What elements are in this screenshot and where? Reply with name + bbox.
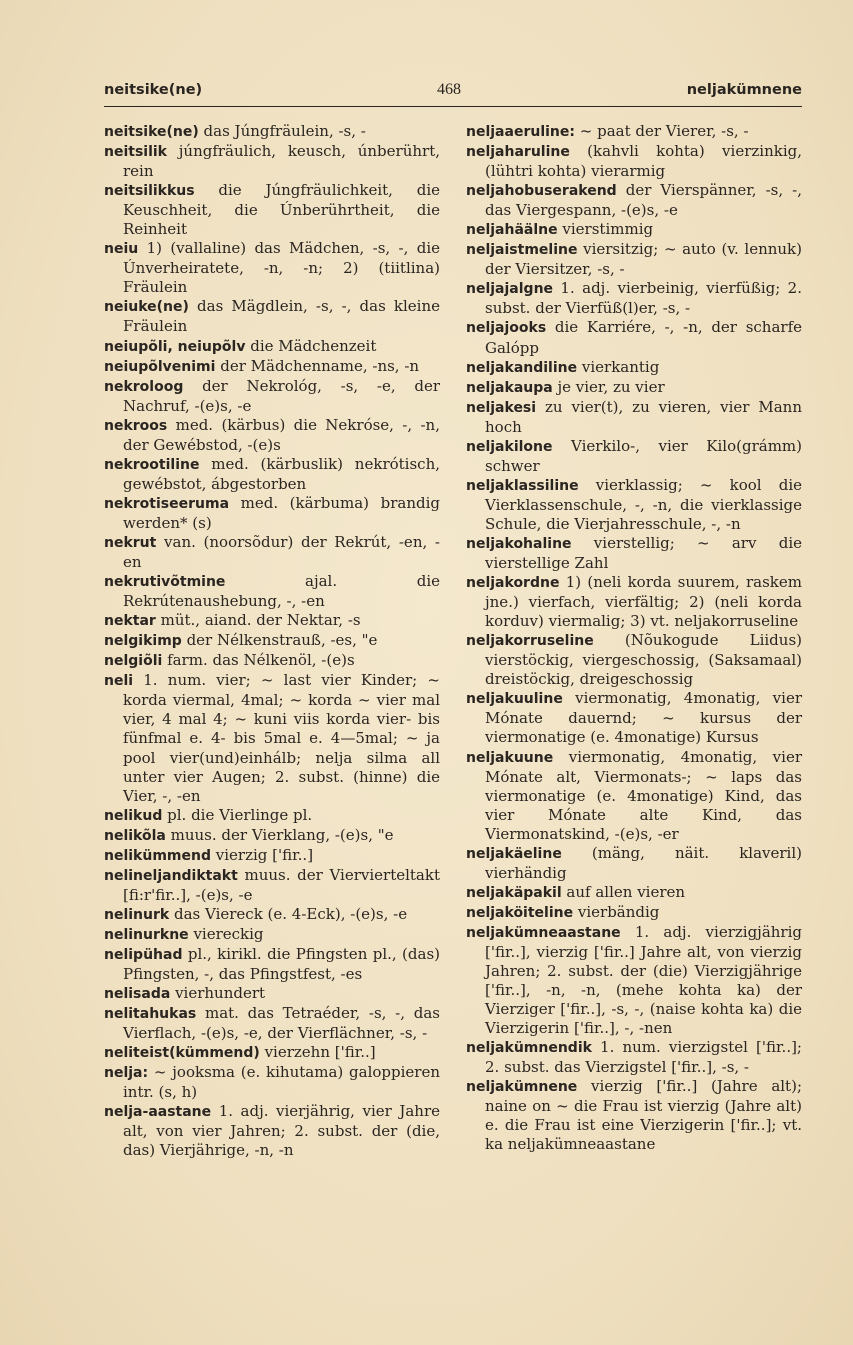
dictionary-entry <box>104 651 440 671</box>
entry-definition: das Viereck (e. 4-Eck), -(e)s, -e <box>169 904 408 923</box>
entry-definition: vierkantig <box>577 357 660 376</box>
dictionary-entry <box>104 866 440 905</box>
page-header <box>104 80 802 102</box>
entry-definition: vierstimmig <box>557 220 654 239</box>
header-rule <box>104 106 802 107</box>
entry-definition: 1. num. vier; ~ last vier Kinder; ~ korda viermal, 4mal; ~ korda ~ vier mal vier, 4 mal 4; ~ kuni viis korda vier- bis fünfmal e. 4- bis 5mal e. 4—5mal; ~ ja pool vier(und)einhálb; nelja silma all unter vier Augen; 2. subst. (hinne) die Vier, -, -en <box>123 671 440 805</box>
entry-headword: neljaköiteline <box>466 904 574 921</box>
entry-definition: der Mädchenname, -ns, -n <box>215 356 420 375</box>
entry-definition: pl., kirikl. die Pfingsten pl., (das) Pfingsten, -, das Pfingstfest, -es <box>123 944 440 984</box>
entry-headword: nelikõla <box>104 827 166 844</box>
dictionary-entry <box>466 573 802 631</box>
dictionary-entry <box>104 1043 440 1063</box>
dictionary-entry <box>104 826 440 846</box>
entry-definition: pl. die Vierlinge pl. <box>162 805 313 824</box>
entry-definition: vierzig ['fir..] (Jahre alt); naine on ~ die Frau ist vierzig (Jahre alt) e. die Frau ist eine Vierzigerin ['fir..]; vt. ka neljakümneaastane <box>485 1077 802 1154</box>
entry-headword: neljahobuserakend <box>466 183 617 200</box>
dictionary-entry <box>104 181 440 239</box>
entry-definition: 1) (neli korda suurem, raskem jne.) vierfach, vierfältig; 2) (neli korda korduv) viermalig; 3) vt. neljakorruseline <box>485 573 802 631</box>
entry-definition: die Karriére, -, -n, der scharfe Galópp <box>485 318 802 357</box>
entry-headword: nektar <box>104 613 156 630</box>
entry-headword: neitsilik <box>104 144 167 161</box>
dictionary-entry <box>104 494 440 533</box>
dictionary-entry <box>466 181 802 220</box>
dictionary-entry <box>466 279 802 318</box>
entry-definition: (Nõukogude Liidus) vierstöckig, viergeschossig, (Saksamaal) dreistöckig, dreigeschossig <box>485 631 802 689</box>
entry-headword: neljahäälne <box>466 222 558 239</box>
entry-definition: 1. num. vierzigstel ['fir..]; 2. subst. das Vierzigstel ['fir..], -s, - <box>485 1038 802 1077</box>
entry-headword: neljakohaline <box>466 535 572 552</box>
entry-headword: neljakaupa <box>466 379 553 396</box>
entry-definition: 1. adj. vierbeinig, vierfüßig; 2. subst. der Vierfüß(l)er, -s, - <box>485 279 802 318</box>
dictionary-entry <box>104 337 440 357</box>
dictionary-entry <box>104 297 440 336</box>
entry-headword: neljaaeruline: <box>466 124 575 140</box>
entry-headword: neljakorruseline <box>466 633 594 650</box>
entry-headword: nekrut <box>104 534 157 551</box>
entry-headword: neljakümnene <box>466 1079 578 1096</box>
dictionary-entry <box>466 903 802 923</box>
entry-headword: neljakandiline <box>466 359 578 376</box>
entry-definition: der Vierspänner, -s, -, das Viergespann, -(e)s, -e <box>485 181 802 220</box>
entry-headword: nelgiõli <box>104 653 163 670</box>
entry-headword: nelinurkne <box>104 926 189 943</box>
entry-headword: nekroos <box>104 417 168 434</box>
entry-definition: zu vier(t), zu vieren, vier Mann hoch <box>485 397 802 436</box>
dictionary-entry <box>104 905 440 925</box>
dictionary-entry <box>466 378 802 398</box>
entry-headword: neiu <box>104 241 139 258</box>
dictionary-entry <box>104 357 440 377</box>
entry-headword: nelisada <box>104 986 171 1003</box>
dictionary-entry <box>104 1063 440 1102</box>
dictionary-entry <box>466 358 802 378</box>
dictionary-entry <box>104 572 440 611</box>
entry-headword: neljakümnendik <box>466 1040 592 1057</box>
entry-definition: je vier, zu vier <box>552 377 665 396</box>
entry-headword: neiuke(ne) <box>104 299 189 316</box>
entry-headword: nelipühad <box>104 946 183 963</box>
entry-definition: med. (kärbuslik) nekrótisch, gewébstot, ábgestorben <box>123 454 440 493</box>
entry-headword: neljakäpakil <box>466 884 562 901</box>
entry-headword: neiupõli, neiupõlv <box>104 338 246 355</box>
entry-definition: vierzig ['fir..] <box>211 845 314 864</box>
entry-definition: vierhundert <box>170 984 266 1003</box>
entry-definition: 1. adj. vierjährig, vier Jahre alt, von vier Jahren; 2. subst. der (die, das) Vierjährige, -n, -n <box>123 1102 440 1160</box>
entry-headword: neli <box>104 673 134 690</box>
entry-definition: (kahvli kohta) vierzinkig, (lühtri kohta) vierarmig <box>485 142 802 181</box>
entry-definition: viersitzig; ~ auto (v. lennuk) der Viersitzer, -s, - <box>485 240 802 279</box>
dictionary-entry <box>466 689 802 747</box>
entry-definition: vierklassig; ~ kool die Vierklassenschule, -, -n, die vierklassige Schule, die Vierjahresschule, -, -n <box>485 475 802 533</box>
dictionary-entry <box>466 220 802 240</box>
entry-headword: nelinurk <box>104 906 170 923</box>
dictionary-entry <box>466 534 802 573</box>
dictionary-entry <box>466 476 802 534</box>
entry-definition: auf allen vieren <box>561 882 686 901</box>
header-guide-word-left: neitsike(ne) <box>104 82 203 98</box>
dictionary-entry <box>466 240 802 279</box>
entry-headword: nekrootiline <box>104 456 200 473</box>
dictionary-entry <box>104 377 440 416</box>
left-column <box>104 122 440 1160</box>
dictionary-entry <box>104 925 440 945</box>
entry-definition: viereckig <box>188 924 264 943</box>
entry-definition: Vierkilo-, vier Kilo(grámm) schwer <box>485 436 802 475</box>
entry-headword: neljakäeline <box>466 845 562 862</box>
entry-headword: neljakümneaastane <box>466 924 621 941</box>
entry-definition: med. (kärbuma) brandig werden* (s) <box>123 493 440 532</box>
entry-headword: nelineljandiktakt <box>104 867 238 884</box>
page-number: 468 <box>437 81 461 98</box>
dictionary-entry <box>466 437 802 476</box>
entry-definition: vierzehn ['fir..] <box>259 1043 376 1062</box>
entry-definition: das Júngfräulein, -s, - <box>198 122 366 140</box>
entry-definition: med. (kärbus) die Nekróse, -, -n, der Gewébstod, -(e)s <box>123 415 440 454</box>
dictionary-entry <box>466 1038 802 1077</box>
entry-definition: viermonatig, 4monatig, vier Mónate alt, Viermonats-; ~ laps das viermonatige (e. 4monatige) Kind, das vier Mónate alte Kind, das Viermonatskind, -(e)s, -er <box>485 747 802 843</box>
dictionary-entry <box>104 122 440 142</box>
dictionary-entry <box>466 883 802 903</box>
entry-headword: neljakesi <box>466 399 537 416</box>
entry-definition: 1. adj. vierzigjährig ['fir..], vierzig ['fir..] Jahre alt, von vierzig Jahren; 2. subst. der (die) Vierzigjährige ['fir..], -n, -n, (mehe kohta ka) der Vierziger ['fir..], -s, -, (naise kohta ka) die Vierzigerin ['fir..], -, -nen <box>485 922 802 1038</box>
entry-headword: nekroloog <box>104 378 184 395</box>
entry-definition: ~ jooksma (e. kihutama) galoppieren intr. (s, h) <box>123 1063 440 1102</box>
entry-definition: die Mädchenzeit <box>245 336 377 355</box>
header-guide-word-right: neljakümnene <box>686 82 802 98</box>
entry-headword: nekrutivõtmine <box>104 574 226 591</box>
entry-definition: vierstellig; ~ arv die vierstellige Zahl <box>485 533 802 573</box>
dictionary-entry <box>104 533 440 572</box>
entry-definition: ajal. die Rekrútenaushebung, -, -en <box>123 572 440 611</box>
entry-headword: neljakuuline <box>466 691 563 708</box>
entry-definition: mat. das Tetraéder, -s, -, das Vierflach, -(e)s, -e, der Vierflächner, -s, - <box>123 1004 440 1043</box>
dictionary-entry <box>466 748 802 844</box>
entry-definition: die Júngfräulichkeit, die Keuschheit, die Únberührtheit, die Reinheit <box>123 181 440 239</box>
dictionary-entry <box>104 945 440 984</box>
entry-definition: 1) (vallaline) das Mädchen, -s, -, die Únverheiratete, -n, -n; 2) (tiitlina) Fräulein <box>123 239 440 297</box>
entry-headword: neljajalgne <box>466 281 554 298</box>
entry-headword: neljaistmeline <box>466 242 578 259</box>
entry-definition: muus. der Viervierteltakt [fi:r'fir..], -(e)s, -e <box>123 865 440 904</box>
dictionary-entry <box>466 631 802 689</box>
dictionary-entry <box>466 142 802 181</box>
entry-definition: das Mägdlein, -s, -, das kleine Fräulein <box>123 297 440 336</box>
entry-headword: neljakuune <box>466 749 554 766</box>
entry-definition: müt., aiand. der Nektar, -s <box>155 611 361 630</box>
entry-headword: neljaharuline <box>466 144 570 161</box>
entry-headword: nelgikimp <box>104 633 182 650</box>
dictionary-entry <box>466 923 802 1038</box>
dictionary-entry <box>104 1004 440 1043</box>
entry-headword: nelikud <box>104 807 163 824</box>
entry-definition: vierbändig <box>573 902 660 921</box>
entry-definition: der Nekrológ, -s, -e, der Nachruf, -(e)s, -e <box>123 376 440 415</box>
entry-headword: neljajooks <box>466 320 547 337</box>
right-column <box>466 122 802 1154</box>
dictionary-entry <box>466 318 802 357</box>
entry-definition: farm. das Nélkenöl, -(e)s <box>162 651 355 670</box>
dictionary-entry <box>466 1077 802 1154</box>
entry-headword: nelja: <box>104 1065 149 1082</box>
entry-definition: (mäng, näit. klaveril) vierhändig <box>485 843 802 882</box>
dictionary-entry <box>104 416 440 455</box>
dictionary-entry <box>104 611 440 631</box>
dictionary-entry <box>466 122 802 142</box>
entry-headword: nelikümmend <box>104 847 211 864</box>
entry-headword: neiupõlvenimi <box>104 358 216 375</box>
entry-headword: neitsilikkus <box>104 183 195 200</box>
dictionary-entry <box>466 844 802 883</box>
entry-headword: neitsike(ne) <box>104 124 199 140</box>
entry-headword: neliteist(kümmend) <box>104 1045 260 1062</box>
entry-headword: nelitahukas <box>104 1006 197 1023</box>
dictionary-entry <box>104 806 440 826</box>
dictionary-entry <box>104 984 440 1004</box>
entry-definition: viermonatig, 4monatig, vier Mónate dauernd; ~ kursus der viermonatige (e. 4monatige) Kursus <box>485 689 802 747</box>
dictionary-entry <box>466 398 802 437</box>
entry-definition: der Nélkenstrauß, -es, "e <box>181 631 378 650</box>
dictionary-entry <box>104 142 440 181</box>
entry-headword: neljaklassiline <box>466 477 579 494</box>
entry-headword: nelja-aastane <box>104 1104 212 1121</box>
entry-headword: nekrotiseeruma <box>104 495 230 512</box>
dictionary-entry <box>104 239 440 297</box>
dictionary-entry <box>104 455 440 494</box>
dictionary-entry <box>104 846 440 866</box>
entry-definition: muus. der Vierklang, -(e)s, "e <box>165 825 394 844</box>
entry-headword: neljakordne <box>466 575 560 592</box>
entry-headword: neljakilone <box>466 438 553 455</box>
dictionary-entry <box>104 631 440 651</box>
dictionary-entry <box>104 671 440 805</box>
entry-definition: júngfräulich, keusch, únberührt, rein <box>123 142 440 181</box>
entry-definition: van. (noorsõdur) der Rekrút, -en, -en <box>123 532 440 572</box>
entry-definition: ~ paat der Vierer, -s, - <box>574 122 749 140</box>
dictionary-entry <box>104 1102 440 1160</box>
